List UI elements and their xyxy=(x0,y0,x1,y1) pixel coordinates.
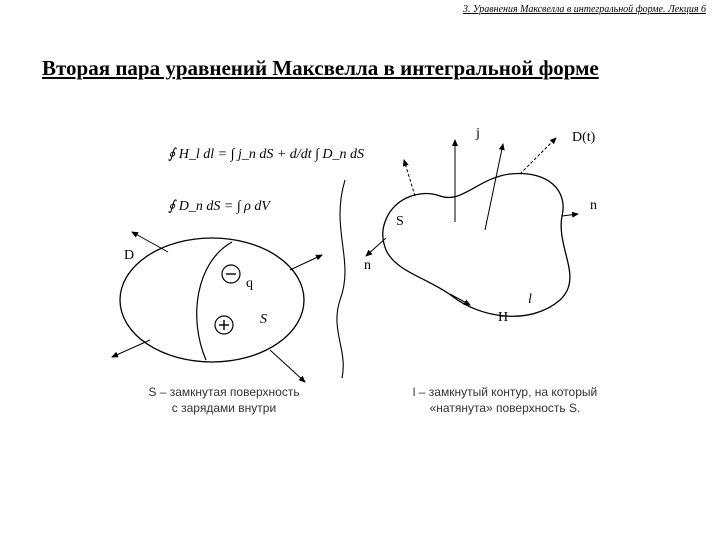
displacement-arrow xyxy=(520,138,556,174)
field-arrow xyxy=(112,340,150,357)
normal-n-right-label: n xyxy=(590,198,597,213)
current-arrow xyxy=(485,144,503,230)
lecture-header: 3. Уравнения Максвелла в интегральной форме. Лекция 6 xyxy=(462,4,706,15)
h-field-arrow xyxy=(450,294,470,305)
surface-s-right-label: S xyxy=(396,214,404,229)
vector-d-label: D xyxy=(124,248,135,263)
vector-j-label: j xyxy=(476,126,480,141)
displacement-arrow xyxy=(404,160,415,196)
contour-surface xyxy=(383,174,570,317)
divider-curve xyxy=(337,180,345,378)
left-caption-line2: с зарядами внутри xyxy=(171,401,277,415)
normal-arrow xyxy=(366,238,386,256)
field-arrow xyxy=(270,350,305,382)
equation-gauss: ∮ D_n dS = ∫ ρ dV xyxy=(168,199,270,214)
positive-charge-icon xyxy=(215,316,233,334)
surface-s-label: S xyxy=(260,312,267,327)
contour-l-label: l xyxy=(528,292,532,307)
normal-n-left-label: n xyxy=(364,258,371,273)
field-arrow xyxy=(290,255,322,270)
normal-arrow xyxy=(562,214,578,216)
left-caption xyxy=(124,384,324,416)
field-arrow xyxy=(132,232,168,252)
right-caption-line1: l – замкнутый контур, на который xyxy=(412,385,598,399)
negative-charge-icon xyxy=(222,265,240,283)
field-d-t-label: D(t) xyxy=(572,130,596,145)
right-caption xyxy=(392,384,618,416)
charge-q-label: q xyxy=(246,276,253,291)
equation-faraday: ∮ H_l dl = ∫ j_n dS + d/dt ∫ D_n dS xyxy=(168,147,365,162)
slide-title: Вторая пара уравнений Максвелла в интегральной форме xyxy=(42,56,599,80)
closed-surface-ellipse xyxy=(120,238,304,362)
inner-surface-curve xyxy=(197,242,232,360)
left-caption-line1: S – замкнутая поверхность xyxy=(148,385,300,399)
right-caption-line2: «натянута» поверхность S. xyxy=(429,401,581,415)
vector-h-label: H xyxy=(498,310,509,325)
